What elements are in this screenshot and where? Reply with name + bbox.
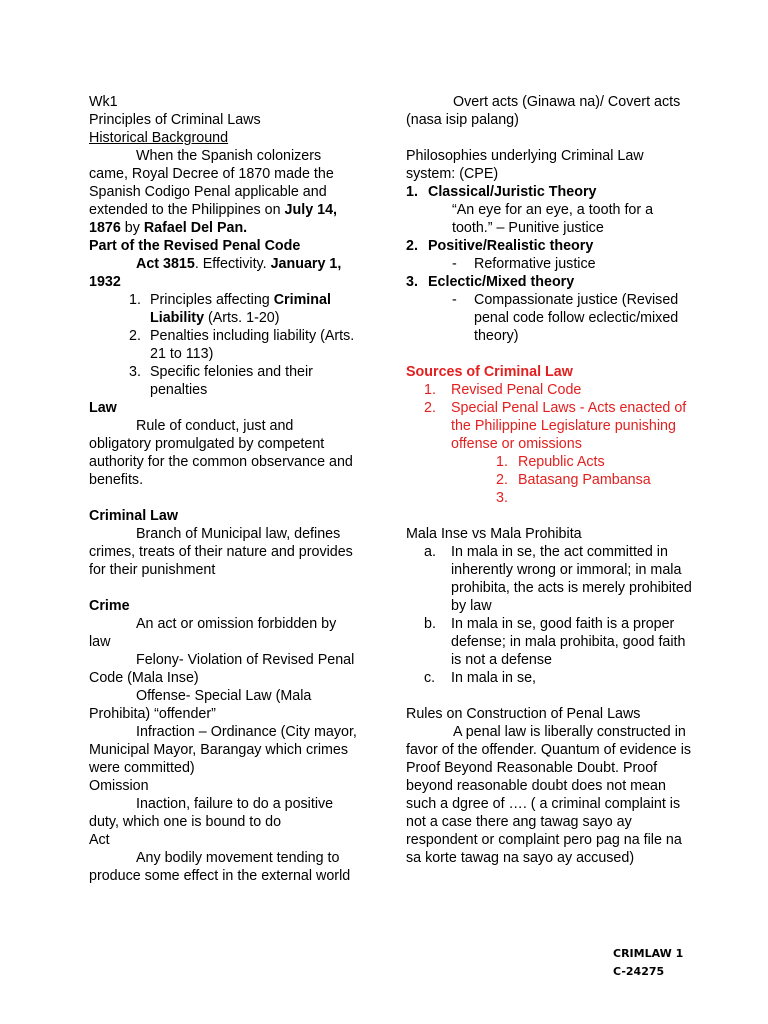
course-label: CRIMLAW 1 [613, 947, 684, 960]
criminal-law-heading: Criminal Law [89, 508, 178, 524]
list-item: - Compassionate justice (Revised penal code follow eclectic/mixed theory) [452, 292, 679, 344]
list-item: 2. Batasang Pambansa [496, 472, 651, 488]
historical-heading: Historical Background [89, 130, 229, 146]
list-item: a. In mala in se, the act committed in inherently wrong or immoral; in mala prohibita, the acts is merely prohibited by law [424, 544, 692, 614]
list-item: 3. Specific felonies and their penalties [129, 364, 313, 398]
mala-heading: Mala Inse vs Mala Prohibita [406, 526, 582, 542]
philosophies-heading: Philosophies underlying Criminal Law system: (CPE) [406, 148, 644, 182]
omission-heading: Omission [89, 778, 149, 794]
offense-definition: Offense- Special Law (Mala Prohibita) “offender” [89, 688, 312, 722]
act-paragraph: Act 3815. Effectivity. January 1, 1932 [89, 256, 342, 290]
list-item: c. In mala in se, [424, 670, 537, 686]
rules-text: A penal law is liberally constructed in favor of the offender. Quantum of evidence is Proof Beyond Reasonable Doubt. Proof beyond reasonable doubt does not mean such a dgree of …. ( a criminal complaint is not a case there ang tawag sayo ay respondent or complaint pero pag na file na sa korte tawag na sayo ay accused) [406, 724, 692, 866]
sources-heading: Sources of Criminal Law [406, 364, 573, 380]
list-item: 1. Principles affecting Criminal Liability (Arts. 1-20) [129, 292, 331, 326]
footer [613, 945, 683, 981]
omission-definition: Inaction, failure to do a positive duty, which one is bound to do [89, 796, 334, 830]
law-heading: Law [89, 400, 117, 416]
act-definition: Any bodily movement tending to produce some effect in the external world [89, 850, 351, 884]
overt-covert-text: Overt acts (Ginawa na)/ Covert acts (nasa isip palang) [406, 94, 681, 128]
list-item: 2. Penalties including liability (Arts. 21 to 113) [129, 328, 355, 362]
week-label: Wk1 [89, 94, 118, 110]
act-heading: Act [89, 832, 110, 848]
list-item: 1. Revised Penal Code [424, 382, 582, 398]
criminal-law-definition: Branch of Municipal law, defines crimes, treats of their nature and provides for their punishment [89, 526, 353, 578]
list-item: b. In mala in se, good faith is a proper defense; in mala prohibita, good faith is not a defense [424, 616, 686, 668]
law-definition: Rule of conduct, just and obligatory promulgated by competent authority for the common observance and benefits. [89, 418, 353, 488]
crime-definition: An act or omission forbidden by law [89, 616, 337, 650]
course-code: C-24275 [613, 965, 665, 978]
left-column [89, 93, 359, 885]
list-item: 2. Special Penal Laws - Acts enacted of the Philippine Legislature punishing offense or omissions [424, 400, 687, 452]
infraction-definition: Infraction – Ordinance (City mayor, Municipal Mayor, Barangay which crimes were committed) [89, 724, 357, 776]
right-column [406, 93, 696, 867]
historical-date: July 14, 1876 [89, 202, 338, 236]
list-item: 1. Classical/Juristic Theory [406, 184, 597, 200]
list-item: 1. Republic Acts [496, 454, 605, 470]
list-item: 3. Eclectic/Mixed theory [406, 274, 575, 290]
list-item: 3. [496, 490, 508, 506]
crime-heading: Crime [89, 598, 130, 614]
list-item: - Reformative justice [452, 256, 596, 272]
historical-name: Rafael Del Pan. [143, 220, 248, 236]
rules-heading: Rules on Construction of Penal Laws [406, 706, 641, 722]
felony-definition: Felony- Violation of Revised Penal Code (Mala Inse) [89, 652, 355, 686]
rpc-heading: Part of the Revised Penal Code [89, 238, 301, 254]
doc-title: Principles of Criminal Laws [89, 112, 261, 128]
classical-description: “An eye for an eye, a tooth for a tooth.” – Punitive justice [452, 202, 654, 236]
historical-paragraph: When the Spanish colonizers came, Royal Decree of 1870 made the Spanish Codigo Penal applicable and extended to the Philippines on July 14, 1876 by Rafael Del Pan. [89, 148, 338, 236]
list-item: 2. Positive/Realistic theory [406, 238, 594, 254]
